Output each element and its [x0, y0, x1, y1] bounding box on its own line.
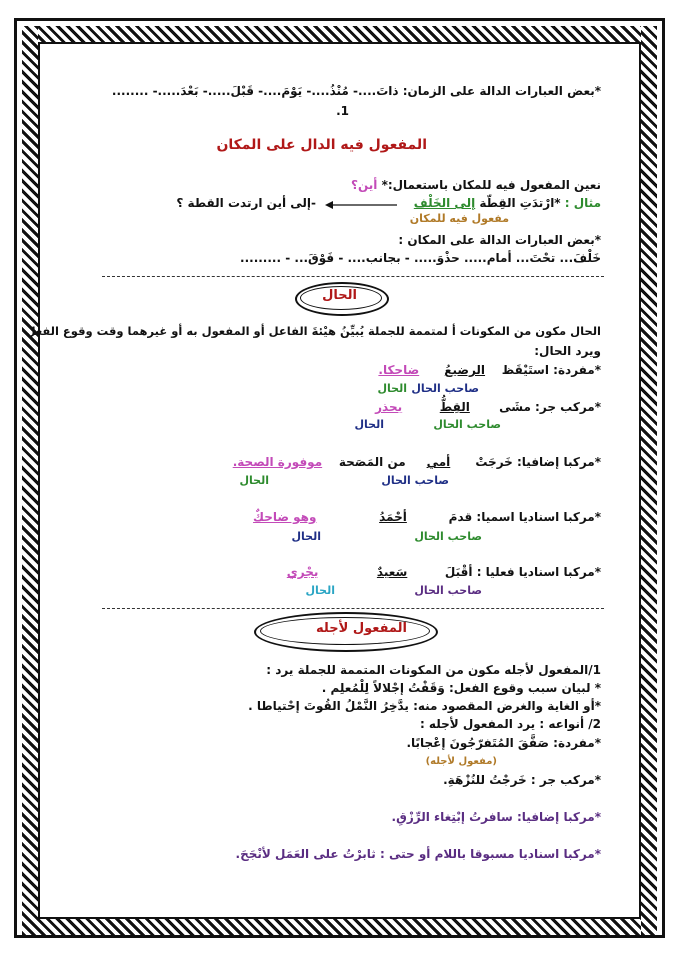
ex3-verb: خَرجَتْ: [475, 455, 513, 469]
ex3-subject: أمي: [426, 455, 451, 469]
m8-b: ثابرْتُ على العَمَل لأنْجَحَ.: [235, 847, 376, 861]
ex1-verb: استَيْقَظ: [501, 363, 549, 377]
example-question: -إلى أين ارتدت القطة ؟: [176, 196, 316, 210]
m5-a: *مفردة:: [548, 736, 601, 750]
maful-line-7: [392, 810, 601, 824]
ex5-label: *مركبا اسناديا فعليا :: [472, 565, 601, 579]
place-expressions: خَلْفَ... تحْتَ... أمام..... حذْوَ..... - بجانب.... - فَوْقَ... - .........: [240, 251, 601, 265]
ex4-verb: قدمَ: [448, 510, 473, 524]
ex3-hal: موفورة الصحة.: [232, 455, 323, 469]
m7-a: *مركبا إضافيا:: [512, 810, 601, 824]
maful-line-1: 1/المفعول لأجله مكون من المكونات المتممة للجملة يرد :: [266, 663, 601, 677]
hal-title: الحال: [322, 288, 357, 303]
maful-line-2: [322, 681, 601, 695]
m7-b: سافرتُ إبْتِغاء الرِّزْقِ.: [391, 810, 513, 824]
ex5-owner-label: صاحب الحال: [414, 584, 482, 597]
maful-line-5: [406, 736, 601, 750]
ex4-hal: وهو ضاحكٌ: [253, 510, 317, 524]
place-identify-text: نعين المفعول فيه للمكان باستعمال:*: [377, 178, 601, 192]
maful-line-4: 2/ أنواعه : يرد المفعول لأجله :: [419, 717, 601, 731]
ex4-subject: أحْمَدُ: [379, 510, 407, 524]
ex1-hal-label: الحال: [377, 382, 407, 395]
hal-example-1: [378, 363, 601, 377]
ex1-label: *مفردة:: [548, 363, 601, 377]
ex4-hal-label: الحال: [291, 530, 321, 543]
place-identify-where: أين؟: [351, 178, 378, 192]
divider-1: [102, 276, 604, 277]
ex5-subject: سَعيدٌ: [376, 565, 408, 579]
example-text: *ارْتدَتِ القِطّة: [479, 196, 561, 210]
hal-appears: ويرد الحال:: [534, 344, 601, 358]
ex5-hal: يجْري: [286, 565, 319, 579]
ex4-label: *مركبا اسناديا اسميا:: [472, 510, 601, 524]
ex2-label: *مركب جر:: [530, 400, 601, 414]
number-one: 1.: [336, 104, 349, 118]
hal-example-5: [287, 565, 601, 579]
ex1-owner-label: صاحب الحال: [411, 382, 479, 395]
time-expressions: *بعض العبارات الدالة على الزمان: ذاتَ....- مُنْذُ....- يَوْمَ....- قَبْلَ.....- بَعْدَ.....- ........: [111, 84, 601, 98]
m8-a: *مركبا اسناديا مسبوقا باللام أو حتى :: [375, 847, 601, 861]
m3-a: *أو الغاية والغرض المقصود منه:: [408, 699, 601, 713]
m5-b: صَفَّقَ المُتَفرّجُونَ إعْجابًا.: [406, 736, 549, 750]
example-highlight: إلى الخَلْف: [413, 196, 476, 210]
ex3-owner-label: صاحب الحال: [381, 474, 449, 487]
maful-line-3: [248, 699, 601, 713]
ex1-hal: ضاحكا.: [378, 363, 420, 377]
place-expressions-head: *بعض العبارات الدالة على المكان :: [398, 233, 601, 247]
hal-example-3: [233, 455, 601, 469]
ex2-owner-label: صاحب الحال: [433, 418, 501, 431]
arrow-icon: [325, 200, 397, 210]
ex3-middle: من المَصَحة: [338, 455, 406, 469]
ex4-owner-label: صاحب الحال: [414, 530, 482, 543]
hal-example-4: [253, 510, 601, 524]
ex5-hal-label: الحال: [305, 584, 335, 597]
m6-a: *مركب جر :: [526, 773, 601, 787]
m6-b: خَرجْتُ للنُزْهَةِ.: [443, 773, 527, 787]
hal-definition: الحال مكون من المكونات أ لمتممة للجملة يُبيِّنُ هيْئةَ الفاعل أو المفعول به أو غيرهما وقت وقوع الفعل: [25, 324, 601, 338]
ex5-verb: أقْبَلَ: [444, 565, 473, 579]
m2-b: وَقَفْتُ إجْلالاً لِلْمُعلِم .: [321, 681, 445, 695]
ex1-subject: الرضيعُ: [444, 363, 486, 377]
m3-b: يدَّخِرُ النَّمْلُ القُوتَ إحْتياطا .: [248, 699, 409, 713]
maful-line-6: [443, 773, 601, 787]
maful-title: المفعول لأجله: [316, 621, 407, 636]
maful-line-8: [236, 847, 601, 861]
place-identify: [351, 178, 601, 192]
ex2-verb: مشَى: [499, 400, 531, 414]
ex3-hal-label: الحال: [239, 474, 269, 487]
ex2-hal: بحذر: [375, 400, 403, 414]
divider-2: [102, 608, 604, 609]
place-example: [414, 196, 601, 210]
page-frame-inner: [38, 42, 641, 919]
hal-example-2: [375, 400, 601, 414]
example-note: مفعول فيه للمكان: [409, 212, 509, 225]
ex2-hal-label: الحال: [354, 418, 384, 431]
ex3-label: *مركبا إضافيا:: [512, 455, 601, 469]
ex2-subject: القِطُّ: [439, 400, 470, 414]
m2-a: * لبيان سبب وقوع الفعل:: [444, 681, 601, 695]
m5-note: (مفعول لأجله): [425, 756, 497, 767]
place-title: المفعول فيه الدال على المكان: [216, 137, 427, 153]
example-label: مثال :: [560, 196, 601, 210]
